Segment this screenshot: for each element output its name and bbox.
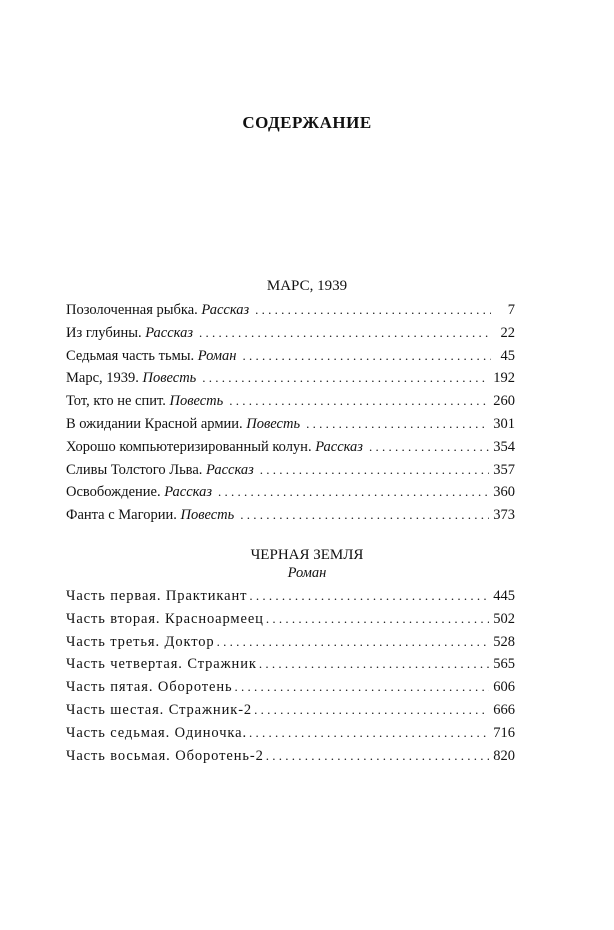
toc-entry[interactable] <box>66 504 515 527</box>
dot-leader <box>249 585 489 608</box>
dot-leader <box>260 459 489 482</box>
section-heading-black-earth: ЧЕРНАЯ ЗЕМЛЯ <box>250 547 364 563</box>
dot-leader <box>217 631 490 654</box>
dot-leader <box>266 745 490 768</box>
entry-title <box>66 367 196 390</box>
entry-page-number: 192 <box>493 370 515 387</box>
entry-page-number: 22 <box>500 324 515 341</box>
entry-name: Освобождение. <box>66 484 161 501</box>
entry-title <box>66 459 254 482</box>
toc-entry[interactable] <box>66 459 515 482</box>
entry-name: Марс, 1939. <box>66 370 139 387</box>
entry-genre: Рассказ <box>201 302 250 318</box>
entry-genre: Повесть <box>142 370 197 387</box>
toc-entry[interactable] <box>66 631 515 654</box>
toc-entry[interactable] <box>66 345 515 368</box>
dot-leader <box>266 608 489 631</box>
toc-entry[interactable] <box>66 585 515 608</box>
entry-title: Часть четвертая. Стражник <box>66 656 257 673</box>
entry-genre: Рассказ <box>145 324 193 341</box>
entry-genre: Рассказ <box>315 438 363 455</box>
entry-name: Седьмая часть тьмы. <box>66 347 195 364</box>
entry-genre: Роман <box>197 347 237 364</box>
entry-page-number: 301 <box>493 415 515 432</box>
entry-title <box>66 390 223 413</box>
entry-genre: Повесть <box>180 507 235 524</box>
dot-leader <box>229 390 489 413</box>
entry-name: Позолоченная рыбка. <box>66 302 198 318</box>
entry-title: Часть вторая. Красноармеец <box>66 610 264 627</box>
entry-title <box>66 345 236 368</box>
entry-title: Часть восьмая. Оборотень-2 <box>66 747 264 764</box>
entry-title: Часть шестая. Стражник-2 <box>66 701 253 718</box>
toc-entry[interactable] <box>66 413 515 436</box>
toc-list-black-earth <box>66 585 515 767</box>
entry-page-number: 260 <box>493 393 515 410</box>
dot-leader <box>218 481 489 504</box>
entry-page-number: 820 <box>493 747 515 764</box>
toc-entry[interactable] <box>66 322 515 345</box>
toc-entry[interactable] <box>66 699 515 722</box>
dot-leader <box>202 367 489 390</box>
entry-title: Часть седьмая. Одиночка. <box>66 724 247 741</box>
entry-genre: Повесть <box>246 415 301 432</box>
entry-page-number: 606 <box>493 679 515 696</box>
dot-leader <box>369 436 489 459</box>
entry-name: Тот, кто не спит. <box>66 393 166 410</box>
dot-leader <box>240 504 489 527</box>
section-subtitle: Роман <box>287 565 327 581</box>
entry-page-number: 445 <box>493 588 515 604</box>
section-heading-mars-1939: МАРС, 1939 <box>266 278 348 294</box>
toc-entry[interactable] <box>66 367 515 390</box>
entry-title <box>66 299 249 322</box>
dot-leader <box>249 722 489 745</box>
toc-entry[interactable] <box>66 745 515 768</box>
entry-page-number: 373 <box>493 507 515 524</box>
entry-genre: Повесть <box>169 393 224 410</box>
entry-title <box>66 481 212 504</box>
dot-leader <box>242 345 491 368</box>
entry-page-number: 565 <box>493 656 515 673</box>
entry-title <box>66 436 363 459</box>
entry-name: В ожидании Красной армии. <box>66 415 243 432</box>
entry-page-number: 45 <box>500 347 515 364</box>
entry-name: Из глубины. <box>66 324 142 341</box>
entry-title: Часть пятая. Оборотень <box>66 679 233 696</box>
entry-page-number: 357 <box>493 461 515 478</box>
dot-leader <box>306 413 489 436</box>
toc-entry[interactable] <box>66 390 515 413</box>
toc-list-mars-1939 <box>66 299 515 527</box>
entry-title: Часть третья. Доктор <box>66 633 215 650</box>
entry-genre: Рассказ <box>164 484 212 501</box>
entry-page-number: 7 <box>507 302 515 318</box>
entry-page-number: 360 <box>493 484 515 501</box>
toc-entry[interactable] <box>66 299 515 322</box>
entry-page-number: 528 <box>493 633 515 650</box>
toc-entry[interactable] <box>66 608 515 631</box>
toc-entry[interactable] <box>66 676 515 699</box>
entry-name: Хорошо компьютеризированный колун. <box>66 438 312 455</box>
dot-leader <box>259 653 489 676</box>
entry-page-number: 666 <box>493 701 515 718</box>
dot-leader <box>255 299 491 322</box>
toc-entry[interactable] <box>66 722 515 745</box>
entry-title <box>66 322 193 345</box>
page-title: СОДЕРЖАНИЕ <box>242 113 372 133</box>
entry-page-number: 354 <box>493 438 515 455</box>
entry-title: Часть первая. Практикант <box>66 588 248 604</box>
dot-leader <box>235 676 490 699</box>
toc-entry[interactable] <box>66 653 515 676</box>
dot-leader <box>199 322 491 345</box>
entry-genre: Рассказ <box>206 461 254 478</box>
entry-name: Фанта с Магории. <box>66 507 177 524</box>
toc-entry[interactable] <box>66 436 515 459</box>
entry-name: Сливы Толстого Льва. <box>66 461 203 478</box>
toc-entry[interactable] <box>66 481 515 504</box>
entry-page-number: 502 <box>493 610 515 627</box>
entry-title <box>66 413 300 436</box>
entry-title <box>66 504 234 527</box>
dot-leader <box>254 699 489 722</box>
entry-page-number: 716 <box>493 724 515 741</box>
